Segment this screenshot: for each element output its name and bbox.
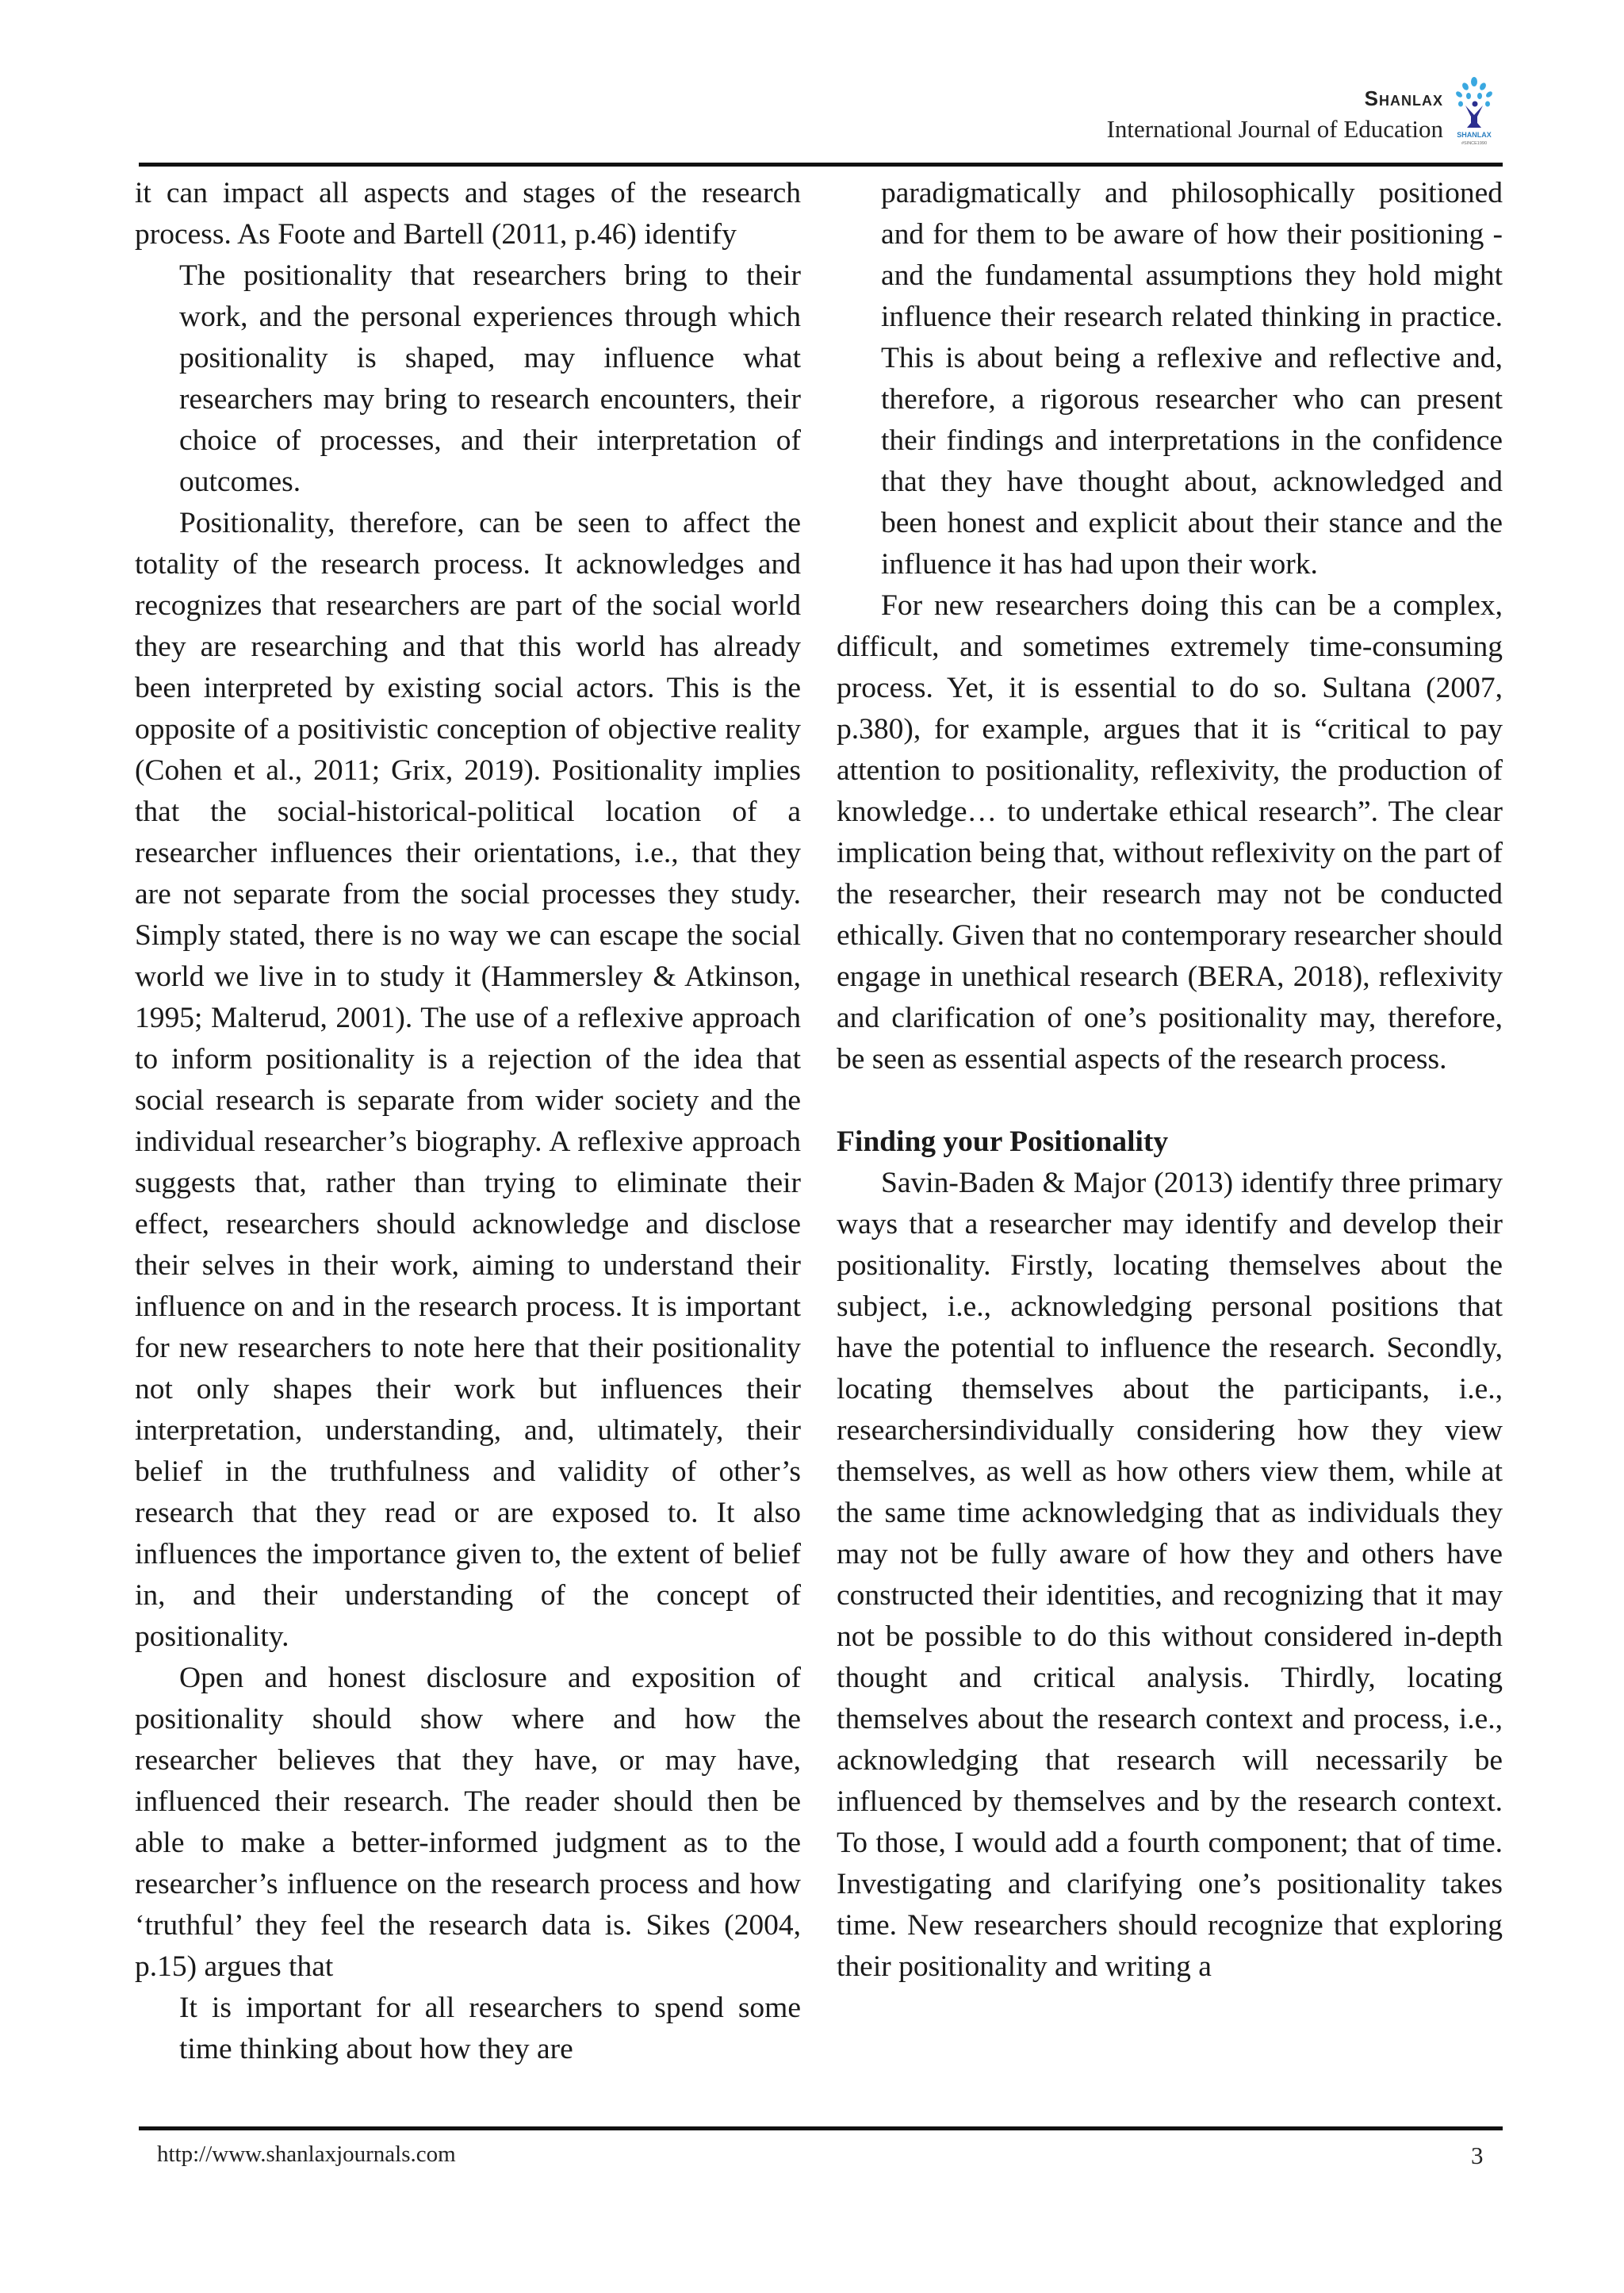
paragraph: For new researchers doing this can be a complex, difficult, and sometimes extremely time-consuming process. Yet, it is essential to do so. Sultana (2007, p.380), for example, argues that it is “critical to pay attention to positionality, reflexivity, the production of knowledge… to undertake ethical research”. The clear implication being that, without reflexivity on the part of the researcher, their research may not be conducted ethically. Given that no contemporary researcher should engage in unethical research (BERA, 2018), reflexivity and clarification of one’s positionality may, therefore, be seen as essential aspects of the research process. [837, 589, 1503, 1076]
section-heading: Finding your Positionality [837, 1125, 1169, 1158]
footer-url-link[interactable]: http://www.shanlaxjournals.com [157, 2142, 456, 2167]
svg-text:#SINCE1990: #SINCE1990 [1461, 141, 1488, 146]
journal-header [783, 75, 1497, 155]
shanlax-tree-logo-icon [1451, 75, 1497, 147]
journal-title: International Journal of Education [1106, 115, 1443, 143]
paragraph: Savin-Baden & Major (2013) identify three primary ways that a researcher may identify and develop their positionality. Firstly, locating themselves about the subject, i.e., acknowledging personal positions that have the potential to influence the research. Secondly, locating themselves about the participants, i.e., researchersindividually considering how they view themselves, as well as how others view them, while at the same time acknowledging that as individuals they may not be fully aware of how they and others have constructed their identities, and recognizing that it may not be possible to do this without considered in-depth thought and critical analysis. Thirdly, locating themselves about the research context and process, i.e., acknowledging that research will necessarily be influenced by themselves and by the research context. To those, I would add a fourth component; that of time. Investigating and clarifying one’s positionality takes time. New researchers should recognize that exploring their positionality and writing a [837, 1167, 1503, 1983]
footer-rule [139, 2126, 1503, 2130]
right-column [837, 173, 1503, 1988]
paragraph: Open and honest disclosure and exposition of positionality should show where and how the researcher believes that they have, or may have, influenced their research. The reader should then be able to make a better-informed judgment as to the researcher’s influence on the research process and how ‘truthful’ they feel the research data is. Sikes (2004, p.15) argues that [135, 1662, 801, 1983]
header-rule [139, 163, 1503, 167]
paragraph: Positionality, therefore, can be seen to affect the totality of the research process. It acknowledges and recognizes that researchers are part of the social world they are researching and that this world has already been interpreted by existing social actors. This is the opposite of a positivistic conception of objective reality (Cohen et al., 2011; Grix, 2019). Positionality implies that the social-historical-political location of a researcher influences their orientations, i.e., that they are not separate from the social processes they study. Simply stated, there is no way we can escape the social world we live in to study it (Hammersley & Atkinson, 1995; Malterud, 2001). The use of a reflexive approach to inform positionality is a rejection of the idea that social research is separate from wider society and the individual researcher’s biography. A reflexive approach suggests that, rather than trying to eliminate their effect, researchers should acknowledge and disclose their selves in their work, aiming to understand their influence on and in the research process. It is important for new researchers to note here that their positionality not only shapes their work but influences their interpretation, understanding, and, ultimately, their belief in the truthfulness and validity of other’s research that they read or are exposed to. It also influences the importance given to, the extent of belief in, and their understanding of the concept of positionality. [135, 507, 801, 1653]
block-quote: It is important for all researchers to spend some time thinking about how they are [179, 1992, 801, 2065]
page-number: 3 [1471, 2142, 1484, 2169]
block-quote: The positionality that researchers bring to their work, and the personal experiences through which positionality is shaped, may influence what researchers may bring to research encounters, their choice of processes, and their interpretation of outcomes. [179, 259, 801, 498]
left-column [135, 173, 801, 2070]
block-quote-continued: paradigmatically and philosophically positioned and for them to be aware of how their positioning -and the fundamental assumptions they hold might influence their research related thinking in practice. This is about being a reflexive and reflective and, therefore, a rigorous researcher who can present their findings and interpretations in the confidence that they have thought about, acknowledged and been honest and explicit about their stance and the influence it has had upon their work. [881, 177, 1503, 581]
svg-text:SHANLAX: SHANLAX [1457, 131, 1492, 139]
brand-name: Shanlax [1364, 86, 1443, 110]
paragraph: it can impact all aspects and stages of the research process. As Foote and Bartell (2011, p.46) identify [135, 177, 801, 251]
